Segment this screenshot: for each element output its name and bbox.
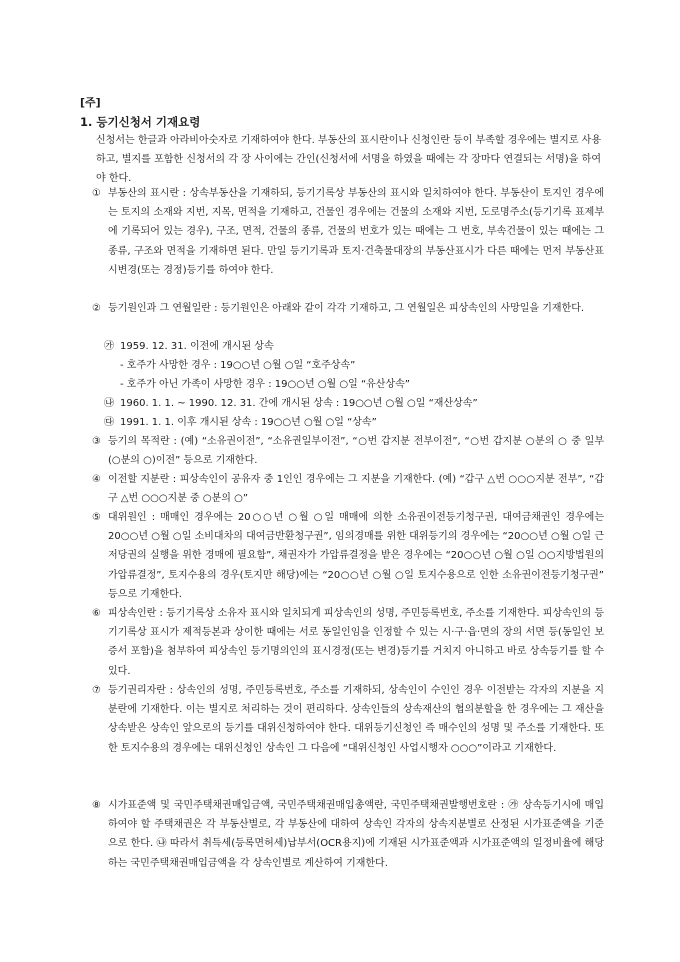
sub-marker: ㉮ (104, 341, 114, 352)
list-item (92, 184, 604, 280)
sub-text: 1959. 12. 31. 이전에 개시된 상속 (120, 341, 274, 352)
sub-marker: ㉯ (104, 398, 114, 409)
item-marker: ③ (92, 436, 101, 447)
list-item (92, 796, 604, 873)
cause-dash-item: - 호주가 사망한 경우 : 19○○년 ○월 ○일 “호주상속” (120, 360, 356, 371)
item-text: 등기권리자란 : 상속인의 성명, 주민등록번호, 주소를 기재하되, 상속인이 수인인 경우 이전받는 각자의 지분을 지분란에 기재한다. 이는 별지로 처리하는 것이 편리하다. 상속인들의 상속재산의 협의분할을 한 경우에는 그 재산을 상속받은 상속인 앞으로의 등기를 대위신청하여야 한다. 대위등기신청인 즉 매수인의 성명 및 주소를 기재한다. 또한 토지수용의 경우에는 대위신청인 상속인 그 다음에 “대위신청인 사업시행자 ○○○”이라고 기재한다. (108, 685, 604, 754)
section-title: 1. 등기신청서 기재요령 (80, 115, 201, 129)
item-marker: ⑦ (92, 685, 101, 696)
item-marker: ⑤ (92, 512, 101, 523)
sub-text: 1991. 1. 1. 이후 개시된 상속 : 19○○년 ○월 ○일 “상속” (120, 417, 377, 428)
item-marker: ② (92, 303, 101, 314)
list-item (92, 470, 604, 508)
list-item (92, 681, 604, 758)
cause-dash-item: - 호주가 아닌 가족이 사망한 경우 : 19○○년 ○월 ○일 “유산상속” (120, 379, 410, 390)
note-label: [주] (80, 96, 101, 109)
cause-sub-item (104, 394, 478, 413)
item-text: 이전할 지분란 : 피상속인이 공유자 중 1인인 경우에는 그 지분을 기재한다. (예) “갑구 △번 ○○○지분 전부”, “갑구 △번 ○○○지분 중 ○분의 ○” (108, 474, 604, 505)
cause-sub-item (104, 413, 377, 432)
item-text: 시가표준액 및 국민주택채권매입금액, 국민주택채권매입총액란, 국민주택채권발행번호란 : ㉮ 상속등기시에 매입하여야 할 주택채권은 각 부동산별로, 각 부동산에 대하여 상속인 각자의 상속지분별로 산정된 시가표준액을 기준으로 한다. ㉯ 따라서 취득세(등록면허세)납부서(OCR용지)에 기재된 시가표준액과 시가표준액의 일정비율에 해당하는 국민주택채권매입금액을 각 상속인별로 계산하여 기재한다. (108, 800, 604, 869)
list-item (92, 604, 604, 681)
intro-paragraph: 신청서는 한글과 아라비아숫자로 기재하여야 한다. 부동산의 표시란이나 신청인란 등이 부족할 경우에는 별지로 사용하고, 별지를 포함한 신청서의 각 장 사이에는 간인(신청서에 서명을 하였을 때에는 각 장마다 연결되는 서명)을 하여야 한다. (96, 135, 602, 185)
cause-sub-item (104, 337, 274, 356)
list-item (92, 432, 604, 470)
item-text: 등기의 목적란 : (예) “소유권이전”, “소유권일부이전”, “○번 갑지분 전부이전”, “○번 갑지분 ○분의 ○ 중 일부(○분의 ○)이전” 등으로 기재한다. (108, 436, 604, 467)
list-item (92, 299, 604, 318)
item-marker: ① (92, 188, 101, 199)
list-item (92, 508, 604, 604)
sub-marker: ㉰ (104, 417, 114, 428)
item-text: 부동산의 표시란 : 상속부동산을 기재하되, 등기기록상 부동산의 표시와 일치하여야 한다. 부동산이 토지인 경우에는 토지의 소재와 지번, 지목, 면적을 기재하고, 건물인 경우에는 건물의 소재와 지번, 도로명주소(등기기록 표제부에 기록되어 있는 경우), 구조, 면적, 건물의 종류, 건물의 번호가 있는 때에는 그 번호, 부속건물이 있는 때에는 그 종류, 구조와 면적을 기재하면 된다. 만일 등기기록과 토지·건축물대장의 부동산표시가 다른 때에는 먼저 부동산표시변경(또는 경정)등기를 하여야 한다. (108, 188, 604, 276)
item-marker: ⑧ (92, 800, 101, 811)
item-text: 피상속인란 : 등기기록상 소유자 표시와 일치되게 피상속인의 성명, 주민등록번호, 주소를 기재한다. 피상속인의 등기기록상 표시가 제적등본과 상이한 때에는 서로 동일인임을 인정할 수 있는 시·구·읍·면의 장의 서면 등(동일인 보증서 포함)을 첨부하여 피상속인 등기명의인의 표시경정(또는 변경)등기를 거치지 아니하고 바로 상속등기를 할 수 있다. (108, 608, 604, 677)
item-text: 등기원인과 그 연월일란 : 등기원인은 아래와 같이 각각 기재하고, 그 연월일은 피상속인의 사망일을 기재한다. (108, 303, 585, 314)
item-marker: ④ (92, 474, 101, 485)
sub-text: 1960. 1. 1. ~ 1990. 12. 31. 간에 개시된 상속 : 19○○년 ○월 ○일 “재산상속” (120, 398, 478, 409)
item-text: 대위원인 : 매매인 경우에는 20○○년 ○월 ○일 매매에 의한 소유권이전등기청구권, 대여금채권인 경우에는 20○○년 ○월 ○일 소비대차의 대여금반환청구권”, 임의경매를 위한 대위등기의 경우에는 “20○○년 ○월 ○일 근저당권의 실행을 위한 경매에 필요함”, 채권자가 가압류결정을 받은 경우에는 “20○○년 ○월 ○일 ○○지방법원의 가압류결정”, 토지수용의 경우(토지만 해당)에는 “20○○년 ○월 ○일 토지수용으로 인한 소유권이전등기청구권” 등으로 기재한다. (108, 512, 604, 600)
item-marker: ⑥ (92, 608, 101, 619)
